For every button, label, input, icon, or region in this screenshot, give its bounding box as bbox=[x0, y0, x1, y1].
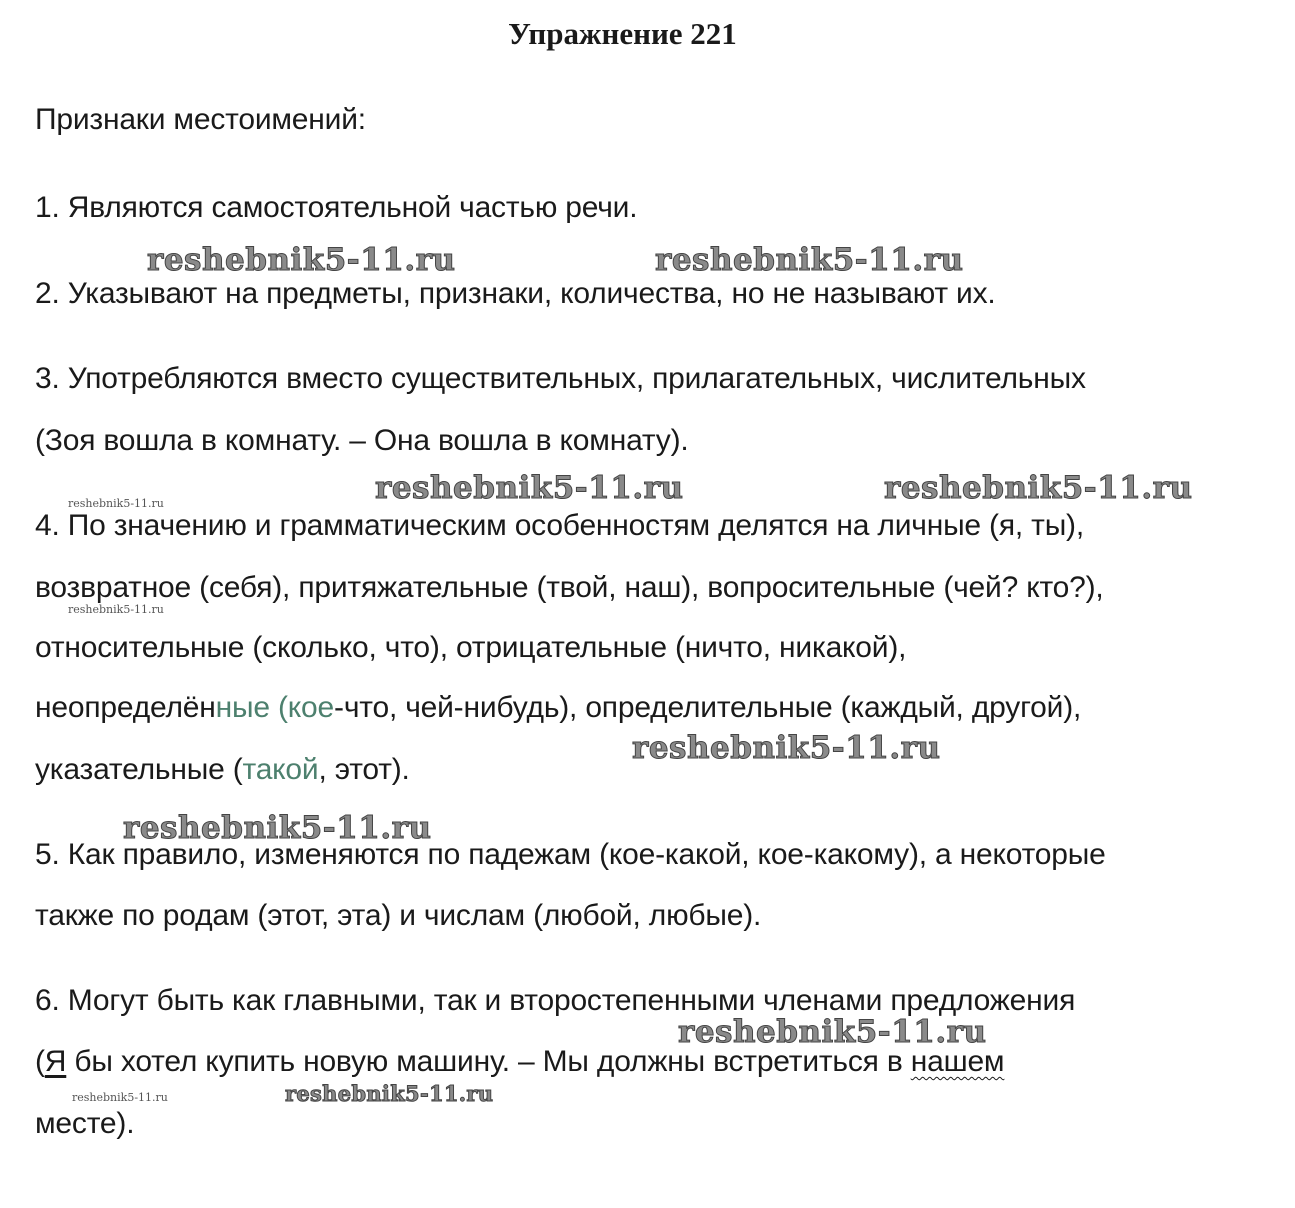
item-5-line-1: 5. Как правило, изменяются по падежам (кое-какой, кое-какому), а некоторые bbox=[35, 838, 1106, 871]
watermark-small: reshebnik5-11.ru bbox=[68, 497, 164, 510]
item-4-line-3: относительные (сколько, что), отрицательные (ничто, никакой), bbox=[35, 631, 907, 664]
item-6-line-2 bbox=[35, 1044, 1004, 1080]
watermark: reshebnik5-11.ru bbox=[375, 470, 684, 506]
watermark: reshebnik5-11.ru bbox=[884, 470, 1193, 506]
item-4-line-4 bbox=[35, 690, 1081, 726]
item-4-line-5-part-1: указательные ( bbox=[35, 753, 243, 786]
watermark: reshebnik5-11.ru bbox=[123, 810, 432, 846]
subject-underline: Я bbox=[44, 1045, 67, 1078]
watermark: reshebnik5-11.ru bbox=[632, 730, 941, 766]
item-4-line-1: 4. По значению и грамматическим особенностям делятся на личные (я, ты), bbox=[35, 509, 1084, 542]
item-4-line-4-part-3: -что, чей-нибудь), определительные (каждый, другой), bbox=[334, 691, 1082, 724]
item-6-line-2-part-1: ( bbox=[35, 1045, 45, 1078]
item-4-line-2: возвратное (себя), притяжательные (твой, наш), вопросительные (чей? кто?), bbox=[35, 571, 1104, 604]
watermark-small: reshebnik5-11.ru bbox=[72, 1091, 168, 1104]
exercise-title: Упражнение 221 bbox=[508, 16, 737, 51]
watermark-small: reshebnik5-11.ru bbox=[68, 603, 164, 616]
item-3-line-2: (Зоя вошла в комнату. – Она вошла в комнату). bbox=[35, 424, 689, 457]
item-1: 1. Являются самостоятельной частью речи. bbox=[35, 191, 638, 224]
watermark: reshebnik5-11.ru bbox=[285, 1081, 494, 1106]
item-4-line-4-part-2: ные (кое bbox=[215, 691, 335, 724]
definition-wavy-underline: нашем bbox=[910, 1045, 1005, 1078]
item-4-line-4-part-1: неопределён bbox=[35, 691, 216, 724]
item-4-line-5-part-2: такой bbox=[242, 753, 319, 786]
watermark: reshebnik5-11.ru bbox=[147, 242, 456, 278]
watermark: reshebnik5-11.ru bbox=[678, 1014, 987, 1050]
watermark: reshebnik5-11.ru bbox=[655, 242, 964, 278]
item-2: 2. Указывают на предметы, признаки, количества, но не называют их. bbox=[35, 277, 996, 310]
item-6-line-2-part-3: бы хотел купить новую машину. – Мы должны встретиться в bbox=[66, 1045, 911, 1078]
item-5-line-2: также по родам (этот, эта) и числам (любой, любые). bbox=[35, 899, 762, 932]
item-3-line-1: 3. Употребляются вместо существительных, прилагательных, числительных bbox=[35, 362, 1086, 395]
item-6-line-1: 6. Могут быть как главными, так и второстепенными членами предложения bbox=[35, 984, 1076, 1017]
section-heading: Признаки местоимений: bbox=[35, 103, 366, 136]
item-4-line-5 bbox=[35, 752, 410, 788]
item-4-line-5-part-3: , этот). bbox=[318, 753, 410, 786]
item-6-line-3: месте). bbox=[35, 1107, 135, 1140]
